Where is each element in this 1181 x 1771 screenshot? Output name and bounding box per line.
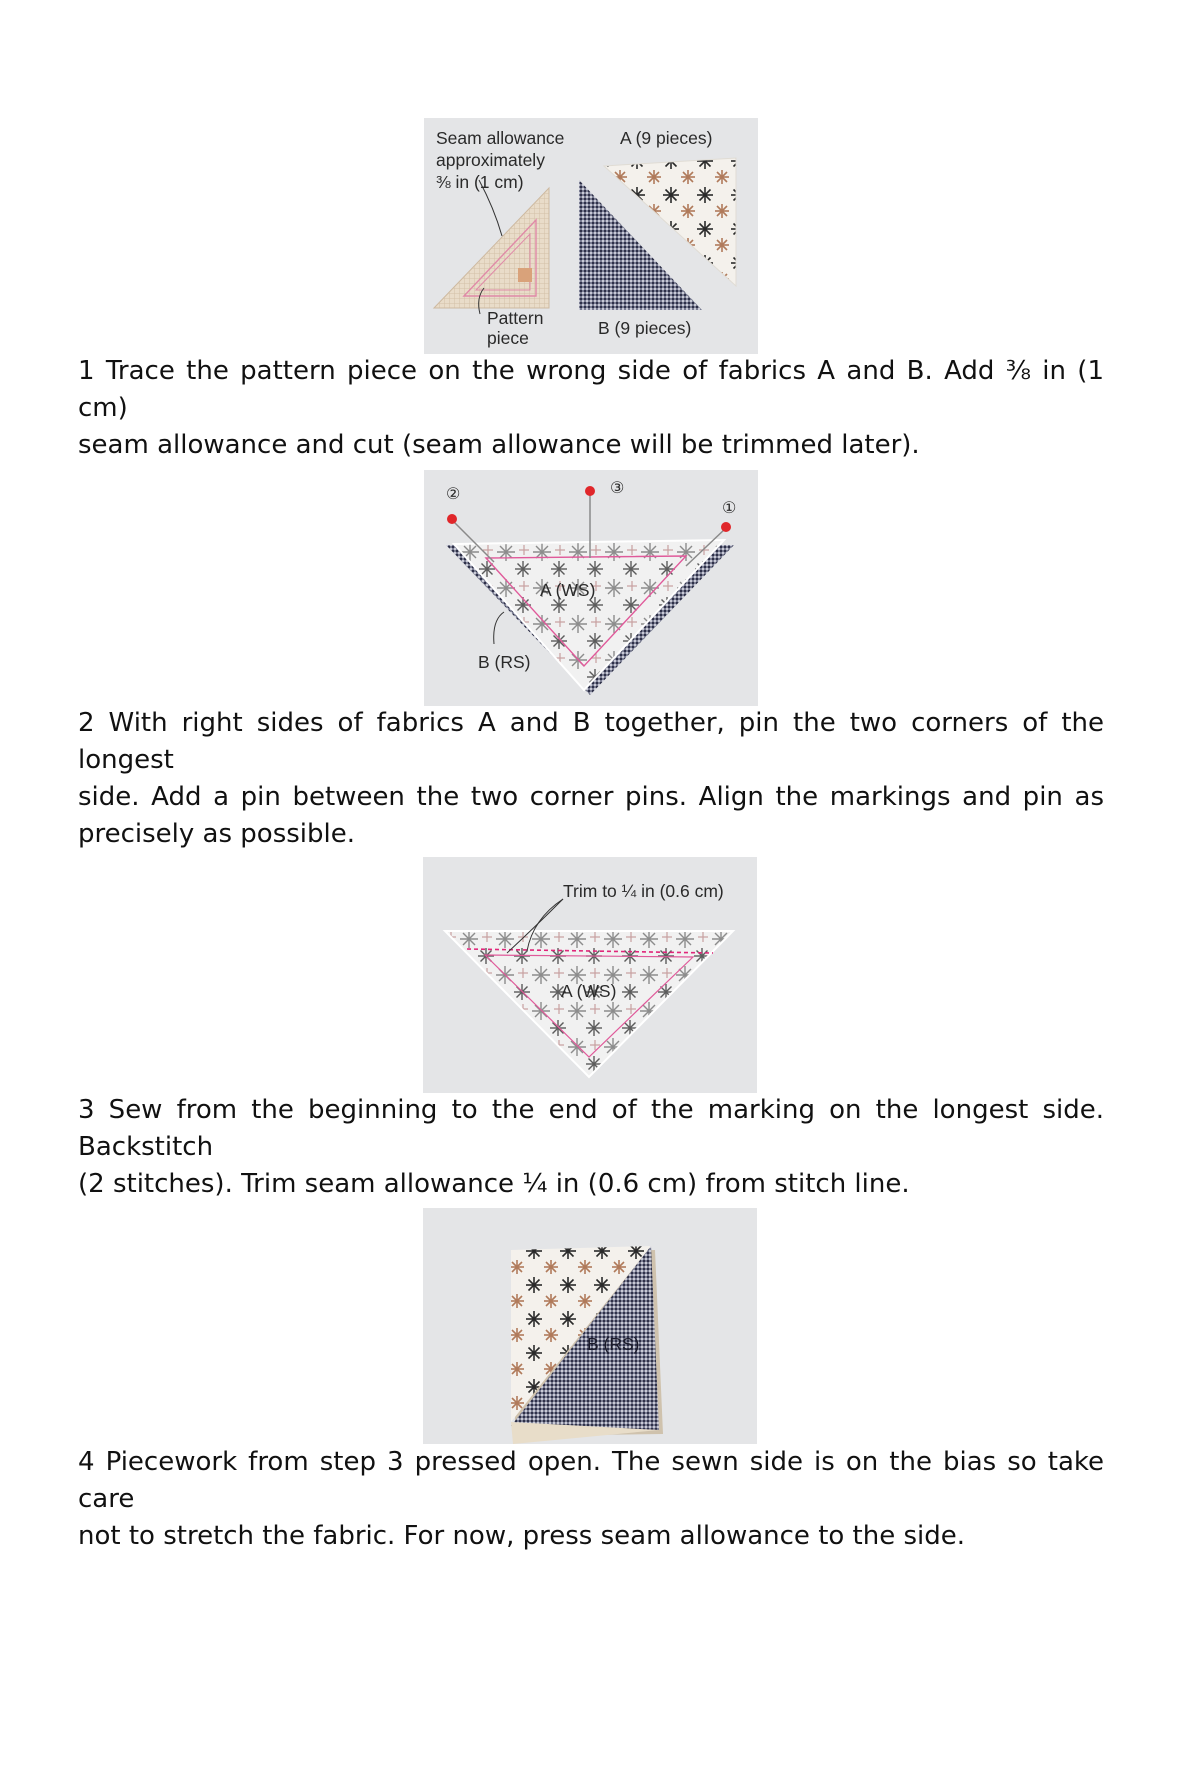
step-2-line-1: 2 With right sides of fabrics A and B together, pin the two corners of the longest — [78, 708, 1104, 775]
label-b-rs: B (RS) — [478, 652, 531, 672]
step-4-text — [78, 1444, 1104, 1555]
step-3-line-2: (2 stitches). Trim seam allowance ¼ in (0.6 cm) from stitch line. — [78, 1169, 910, 1199]
label-seam-allowance: Seam allowance — [436, 128, 565, 148]
fabric-illustration-4 — [423, 1208, 757, 1444]
label-trim: Trim to ¼ in (0.6 cm) — [563, 881, 724, 901]
label-piece: piece — [487, 328, 529, 348]
label-approximately: approximately — [436, 150, 545, 170]
step-1-text — [78, 353, 1104, 464]
pin-1-marker: ① — [722, 500, 737, 517]
step-1-line-1: 1 Trace the pattern piece on the wrong side of fabrics A and B. Add ⅜ in (1 cm) — [78, 356, 1104, 423]
label-b-rs: B (RS) — [587, 1334, 640, 1354]
label-a-pieces: A (9 pieces) — [620, 128, 713, 148]
figure-pinning — [424, 470, 758, 706]
step-3-line-1: 3 Sew from the beginning to the end of the marking on the longest side. Backstitch — [78, 1095, 1104, 1162]
label-measure: ⅜ in (1 cm) — [436, 172, 524, 192]
figure-sewing — [423, 857, 757, 1093]
label-a-ws: A (WS) — [561, 981, 617, 1001]
label-pattern: Pattern — [487, 308, 544, 328]
label-a-ws: A (WS) — [540, 580, 596, 600]
figure-cut-pieces — [424, 118, 758, 354]
figure-pressed — [423, 1208, 757, 1444]
step-2-line-2: side. Add a pin between the two corner pins. Align the markings and pin as — [78, 782, 1104, 812]
step-2-text — [78, 705, 1104, 853]
step-1-line-2: seam allowance and cut (seam allowance will be trimmed later). — [78, 430, 920, 460]
step-2-line-3: precisely as possible. — [78, 819, 356, 849]
pin-2-marker: ② — [446, 486, 461, 503]
label-b-pieces: B (9 pieces) — [598, 318, 692, 338]
step-3-text — [78, 1092, 1104, 1203]
step-4-line-2: not to stretch the fabric. For now, press seam allowance to the side. — [78, 1521, 966, 1551]
pin-3-marker: ③ — [610, 480, 625, 497]
step-4-line-1: 4 Piecework from step 3 pressed open. The sewn side is on the bias so take care — [78, 1447, 1104, 1514]
